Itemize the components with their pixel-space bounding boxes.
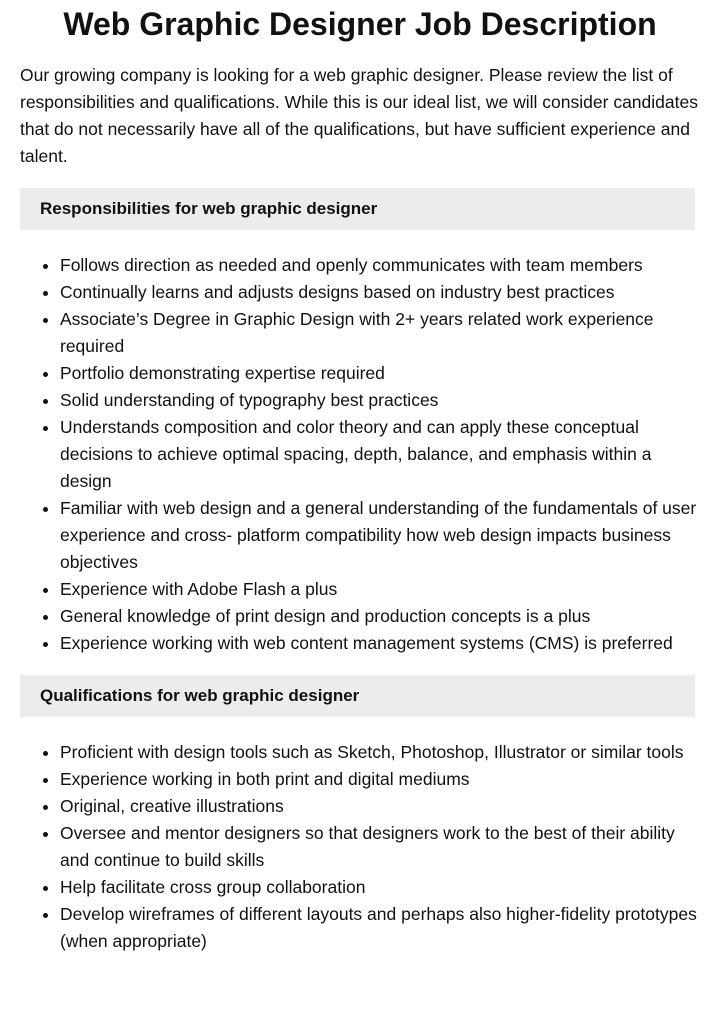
list-item: • Experience with Adobe Flash a plus: [60, 576, 700, 603]
list-item: • Follows direction as needed and openly communicates with team members: [60, 252, 700, 279]
intro-paragraph: Our growing company is looking for a web graphic designer. Please review the list of responsibilities and qualifications. While this is our ideal list, we will consider candidates that do not necessarily have all of the qualifications, but have sufficient experience and talent.: [20, 65, 698, 166]
list-item: • Solid understanding of typography best practices: [60, 387, 700, 414]
list-item: • Associate’s Degree in Graphic Design with 2+ years related work experience required: [60, 306, 700, 360]
qualifications-list: [20, 739, 700, 955]
list-item: • Experience working in both print and digital mediums: [60, 766, 700, 793]
qualifications-heading: Qualifications for web graphic designer: [20, 675, 695, 717]
responsibilities-heading: Responsibilities for web graphic designer: [20, 188, 695, 230]
list-item: • Original, creative illustrations: [60, 793, 700, 820]
list-item: • Oversee and mentor designers so that designers work to the best of their ability and continue to build skills: [60, 820, 700, 874]
list-item: • Help facilitate cross group collaboration: [60, 874, 700, 901]
list-item: • Familiar with web design and a general understanding of the fundamentals of user experience and cross- platform compatibility how web design impacts business objectives: [60, 495, 700, 576]
responsibilities-list: [20, 252, 700, 657]
list-item: • Continually learns and adjusts designs based on industry best practices: [60, 279, 700, 306]
list-item: • Understands composition and color theory and can apply these conceptual decisions to achieve optimal spacing, depth, balance, and emphasis within a design: [60, 414, 700, 495]
list-item: • Develop wireframes of different layouts and perhaps also higher-fidelity prototypes (when appropriate): [60, 901, 700, 955]
list-item: • Experience working with web content management systems (CMS) is preferred: [60, 630, 700, 657]
list-item: • Portfolio demonstrating expertise required: [60, 360, 700, 387]
list-item: • Proficient with design tools such as Sketch, Photoshop, Illustrator or similar tools: [60, 739, 700, 766]
page-title: Web Graphic Designer Job Description: [63, 6, 657, 42]
list-item: • General knowledge of print design and production concepts is a plus: [60, 603, 700, 630]
